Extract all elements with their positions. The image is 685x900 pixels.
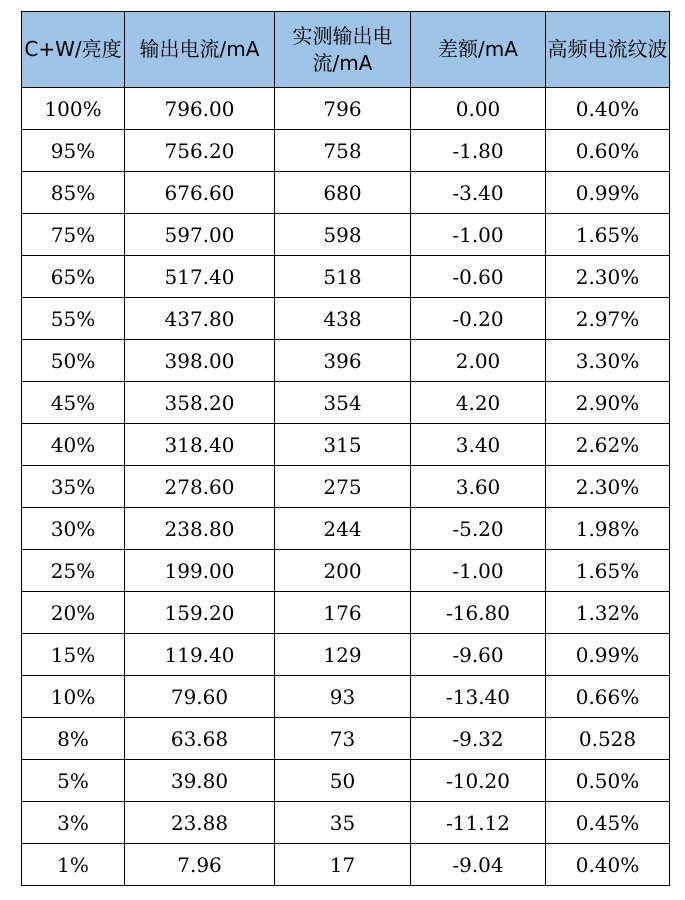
cell-brightness: 3%	[22, 802, 125, 844]
cell-measured-current: 275	[275, 466, 411, 508]
cell-output-current: 437.80	[125, 298, 275, 340]
cell-measured-current: 438	[275, 298, 411, 340]
table-body	[22, 88, 670, 886]
table-row	[22, 382, 670, 424]
cell-measured-current: 796	[275, 88, 411, 130]
cell-brightness: 8%	[22, 718, 125, 760]
cell-hf-ripple: 2.97%	[546, 298, 670, 340]
cell-brightness: 50%	[22, 340, 125, 382]
table-row	[22, 340, 670, 382]
cell-output-current: 39.80	[125, 760, 275, 802]
table-row	[22, 130, 670, 172]
header-measured-current: 实测输出电流/mA	[275, 12, 411, 88]
cell-output-current: 318.40	[125, 424, 275, 466]
cell-difference: -9.32	[411, 718, 546, 760]
cell-output-current: 676.60	[125, 172, 275, 214]
cell-difference: -11.12	[411, 802, 546, 844]
cell-measured-current: 129	[275, 634, 411, 676]
cell-brightness: 55%	[22, 298, 125, 340]
cell-brightness: 30%	[22, 508, 125, 550]
cell-difference: 4.20	[411, 382, 546, 424]
cell-difference: -3.40	[411, 172, 546, 214]
cell-measured-current: 396	[275, 340, 411, 382]
cell-output-current: 398.00	[125, 340, 275, 382]
cell-brightness: 75%	[22, 214, 125, 256]
cell-brightness: 10%	[22, 676, 125, 718]
header-difference: 差额/mA	[411, 12, 546, 88]
cell-difference: -16.80	[411, 592, 546, 634]
cell-hf-ripple: 0.40%	[546, 844, 670, 886]
cell-output-current: 23.88	[125, 802, 275, 844]
cell-output-current: 358.20	[125, 382, 275, 424]
table-row	[22, 298, 670, 340]
table-row	[22, 214, 670, 256]
cell-difference: -9.60	[411, 634, 546, 676]
cell-brightness: 65%	[22, 256, 125, 298]
cell-measured-current: 354	[275, 382, 411, 424]
cell-measured-current: 315	[275, 424, 411, 466]
header-brightness: C+W/亮度	[22, 12, 125, 88]
cell-hf-ripple: 0.60%	[546, 130, 670, 172]
cell-output-current: 278.60	[125, 466, 275, 508]
cell-measured-current: 50	[275, 760, 411, 802]
cell-difference: -0.20	[411, 298, 546, 340]
cell-hf-ripple: 1.32%	[546, 592, 670, 634]
cell-difference: -1.00	[411, 550, 546, 592]
cell-measured-current: 680	[275, 172, 411, 214]
table-row	[22, 592, 670, 634]
cell-difference: -1.00	[411, 214, 546, 256]
cell-measured-current: 73	[275, 718, 411, 760]
cell-measured-current: 35	[275, 802, 411, 844]
cell-output-current: 63.68	[125, 718, 275, 760]
cell-hf-ripple: 0.66%	[546, 676, 670, 718]
cell-difference: 3.40	[411, 424, 546, 466]
cell-hf-ripple: 2.30%	[546, 256, 670, 298]
table-row	[22, 844, 670, 886]
cell-hf-ripple: 2.62%	[546, 424, 670, 466]
table-row	[22, 424, 670, 466]
cell-output-current: 119.40	[125, 634, 275, 676]
cell-hf-ripple: 0.528	[546, 718, 670, 760]
cell-brightness: 25%	[22, 550, 125, 592]
header-hf-ripple: 高频电流纹波	[546, 12, 670, 88]
cell-measured-current: 598	[275, 214, 411, 256]
table-row	[22, 550, 670, 592]
cell-hf-ripple: 0.40%	[546, 88, 670, 130]
cell-output-current: 597.00	[125, 214, 275, 256]
cell-brightness: 20%	[22, 592, 125, 634]
cell-hf-ripple: 0.99%	[546, 634, 670, 676]
cell-output-current: 796.00	[125, 88, 275, 130]
cell-measured-current: 93	[275, 676, 411, 718]
cell-brightness: 15%	[22, 634, 125, 676]
cell-brightness: 95%	[22, 130, 125, 172]
cell-brightness: 85%	[22, 172, 125, 214]
table-row	[22, 760, 670, 802]
header-output-current: 输出电流/mA	[125, 12, 275, 88]
cell-hf-ripple: 2.30%	[546, 466, 670, 508]
cell-brightness: 35%	[22, 466, 125, 508]
cell-hf-ripple: 2.90%	[546, 382, 670, 424]
table-row	[22, 172, 670, 214]
table-row	[22, 718, 670, 760]
table-row	[22, 676, 670, 718]
table-row	[22, 634, 670, 676]
cell-output-current: 238.80	[125, 508, 275, 550]
cell-output-current: 79.60	[125, 676, 275, 718]
cell-difference: 0.00	[411, 88, 546, 130]
cell-hf-ripple: 0.50%	[546, 760, 670, 802]
table-row	[22, 466, 670, 508]
cell-output-current: 7.96	[125, 844, 275, 886]
cell-brightness: 45%	[22, 382, 125, 424]
cell-hf-ripple: 3.30%	[546, 340, 670, 382]
table-row	[22, 802, 670, 844]
cell-hf-ripple: 1.65%	[546, 214, 670, 256]
cell-difference: -5.20	[411, 508, 546, 550]
cell-output-current: 199.00	[125, 550, 275, 592]
cell-hf-ripple: 1.98%	[546, 508, 670, 550]
cell-difference: -0.60	[411, 256, 546, 298]
cell-measured-current: 176	[275, 592, 411, 634]
cell-brightness: 5%	[22, 760, 125, 802]
table-row	[22, 256, 670, 298]
header-row	[22, 12, 670, 88]
cell-hf-ripple: 0.45%	[546, 802, 670, 844]
cell-measured-current: 518	[275, 256, 411, 298]
cell-difference: -1.80	[411, 130, 546, 172]
cell-brightness: 1%	[22, 844, 125, 886]
cell-difference: -13.40	[411, 676, 546, 718]
cell-hf-ripple: 0.99%	[546, 172, 670, 214]
cell-difference: -9.04	[411, 844, 546, 886]
cell-measured-current: 244	[275, 508, 411, 550]
cell-measured-current: 17	[275, 844, 411, 886]
table-row	[22, 508, 670, 550]
cell-output-current: 756.20	[125, 130, 275, 172]
cell-difference: 2.00	[411, 340, 546, 382]
cell-output-current: 517.40	[125, 256, 275, 298]
cell-brightness: 100%	[22, 88, 125, 130]
cell-hf-ripple: 1.65%	[546, 550, 670, 592]
table-row	[22, 88, 670, 130]
cell-measured-current: 200	[275, 550, 411, 592]
cell-output-current: 159.20	[125, 592, 275, 634]
current-table	[21, 11, 670, 886]
cell-difference: 3.60	[411, 466, 546, 508]
cell-brightness: 40%	[22, 424, 125, 466]
cell-difference: -10.20	[411, 760, 546, 802]
cell-measured-current: 758	[275, 130, 411, 172]
